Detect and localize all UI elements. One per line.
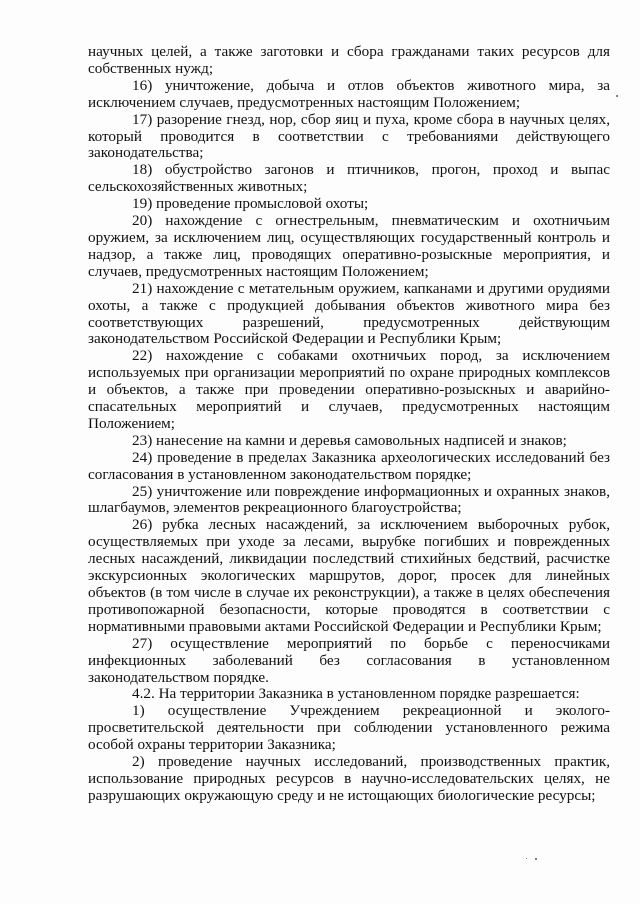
- paragraph: научных целей, а также заготовки и сбора гражданами таких ресурсов для собственных нужд;: [88, 43, 610, 77]
- paragraph: 22) нахождение с собаками охотничьих пород, за исключением используемых при организации мероприятий по охране природных комплексов и объектов, а также при проведении оперативно-розыскных и аварийно-спасательных мероприятий и случаев, предусмотренных настоящим Положением;: [88, 347, 610, 432]
- paragraph: 17) разорение гнезд, нор, сбор яиц и пуха, кроме сбора в научных целях, который проводится в соответствии с требованиями действующего законодательства;: [88, 110, 610, 162]
- scan-speck: [616, 95, 618, 97]
- document-body: [88, 44, 610, 805]
- paragraph: 25) уничтожение или повреждение информационных и охранных знаков, шлагбаумов, элементов рекреационного благоустройства;: [88, 482, 610, 517]
- paragraph: 23) нанесение на камни и деревья самовольных надписей и знаков;: [132, 431, 567, 449]
- paragraph: 20) нахождение с огнестрельным, пневматическим и охотничьим оружием, за исключением лиц, осуществляющих государственный контроль и надзор, а также лиц, проводящих оперативно-розыскные мероприятия, и случаев, предусмотренных настоящим Положением;: [88, 212, 610, 280]
- paragraph: 26) рубка лесных насаждений, за исключением выборочных рубок, осуществляемых при уходе за лесами, вырубке погибших и поврежденных лесных насаждений, ликвидации последствий стихийных бедствий, расчистке экскурсионных экологических маршрутов, дорог, просек для линейных объектов (в том числе в случае их реконструкции), а также в целях обеспечения противопожарной безопасности, которые проводятся в соответствии с нормативными правовыми актами Российской Федерации и Республики Крым;: [88, 516, 610, 635]
- paragraph: 21) нахождение с метательным оружием, капканами и другими орудиями охоты, а также с продукцией добывания объектов животного мира без соответствующих разрешений, предусмотренных действующим законодательством Российской Федерации и Республики Крым;: [88, 279, 610, 348]
- paragraph: 27) осуществление мероприятий по борьбе с переносчиками инфекционных заболеваний без согласования в установленном законодательством порядке.: [88, 634, 610, 686]
- paragraph: 19) проведение промысловой охоты;: [132, 195, 369, 213]
- scan-speck: [535, 858, 537, 860]
- paragraph: 24) проведение в пределах Заказника археологических исследований без согласования в установленном законодательством порядке;: [88, 448, 610, 483]
- paragraph: 18) обустройство загонов и птичников, прогон, проход и выпас сельскохозяйственных животных;: [88, 161, 610, 196]
- scan-speck: [526, 858, 527, 859]
- paragraph: 1) осуществление Учреждением рекреационной и эколого-просветительской деятельности при соблюдении установленного режима особой охраны территории Заказника;: [88, 702, 610, 754]
- paragraph: 4.2. На территории Заказника в установленном порядке разрешается:: [132, 685, 580, 703]
- paragraph: 2) проведение научных исследований, производственных практик, использование природных ресурсов в научно-исследовательских целях, не разрушающих окружающую среду и не истощающих биологические ресурсы;: [88, 753, 610, 804]
- paragraph: 16) уничтожение, добыча и отлов объектов животного мира, за исключением случаев, предусмотренных настоящим Положением;: [88, 76, 610, 111]
